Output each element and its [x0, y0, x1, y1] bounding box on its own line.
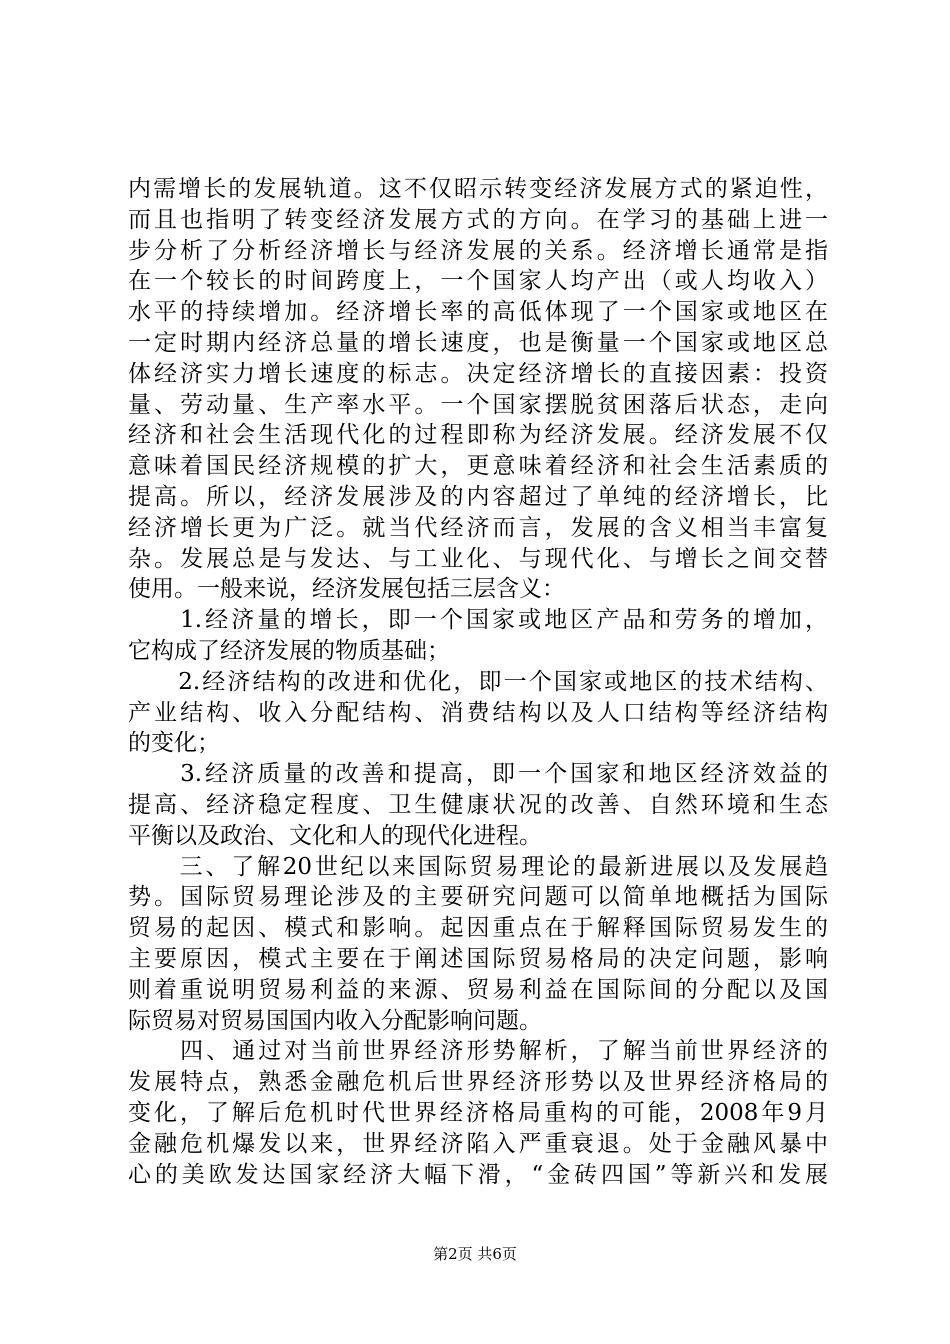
- text-line: 意味着国民经济规模的扩大，更意味着经济和社会生活素质的: [128, 453, 828, 480]
- text-line: 变化，了解后危机时代世界经济格局重构的可能，2008年9月: [128, 1099, 828, 1126]
- text-line: 它构成了经济发展的物质基础；: [128, 637, 450, 664]
- text-line: 1.经济量的增长，即一个国家或地区产品和劳务的增加，: [128, 607, 828, 634]
- text-line: 量、劳动量、生产率水平。一个国家摆脱贫困落后状态，走向: [128, 391, 828, 418]
- text-line: 金融危机爆发以来，世界经济陷入严重衰退。处于金融风暴中: [128, 1130, 828, 1157]
- text-line: 杂。发展总是与发达、与工业化、与现代化、与增长之间交替: [128, 545, 828, 572]
- text-line: 的变化；: [128, 730, 220, 757]
- text-line: 在一个较长的时间跨度上，一个国家人均产出（或人均收入）: [128, 268, 828, 295]
- text-line: 而且也指明了转变经济发展方式的方向。在学习的基础上进一: [128, 206, 828, 233]
- text-line: 心的美欧发达国家经济大幅下滑，“金砖四国”等新兴和发展: [128, 1161, 828, 1188]
- text-line: 发展特点，熟悉金融危机后世界经济形势以及世界经济格局的: [128, 1069, 828, 1096]
- document-body: [128, 174, 828, 1190]
- text-line: 平衡以及政治、文化和人的现代化进程。: [128, 822, 542, 849]
- text-line: 四、通过对当前世界经济形势解析，了解当前世界经济的: [128, 1038, 828, 1065]
- page-number-footer: 第2页 共6页: [433, 1245, 517, 1263]
- text-line: 一定时期内经济总量的增长速度，也是衡量一个国家或地区总: [128, 329, 828, 356]
- text-line: 产业结构、收入分配结构、消费结构以及人口结构等经济结构: [128, 699, 828, 726]
- text-line: 内需增长的发展轨道。这不仅昭示转变经济发展方式的紧迫性，: [128, 176, 828, 202]
- text-line: 三、了解20世纪以来国际贸易理论的最新进展以及发展趋: [128, 853, 828, 880]
- text-line: 经济和社会生活现代化的过程即称为经济发展。经济发展不仅: [128, 422, 828, 449]
- text-line: 2.经济结构的改进和优化，即一个国家或地区的技术结构、: [128, 668, 828, 695]
- text-line: 经济增长更为广泛。就当代经济而言，发展的含义相当丰富复: [128, 514, 828, 541]
- text-line: 步分析了分析经济增长与经济发展的关系。经济增长通常是指: [128, 237, 828, 264]
- text-line: 提高、经济稳定程度、卫生健康状况的改善、自然环境和生态: [128, 791, 828, 818]
- text-line: 使用。一般来说，经济发展包括三层含义：: [128, 576, 565, 603]
- text-line: 体经济实力增长速度的标志。决定经济增长的直接因素：投资: [128, 360, 828, 387]
- text-line: 水平的持续增加。经济增长率的高低体现了一个国家或地区在: [128, 299, 828, 326]
- text-line: 贸易的起因、模式和影响。起因重点在于解释国际贸易发生的: [128, 915, 828, 942]
- text-line: 主要原因，模式主要在于阐述国际贸易格局的决定问题，影响: [128, 945, 828, 972]
- text-line: 则着重说明贸易利益的来源、贸易利益在国际间的分配以及国: [128, 976, 828, 1003]
- text-line: 际贸易对贸易国国内收入分配影响问题。: [128, 1007, 542, 1034]
- text-line: 提高。所以，经济发展涉及的内容超过了单纯的经济增长，比: [128, 483, 828, 510]
- text-line: 势。国际贸易理论涉及的主要研究问题可以简单地概括为国际: [128, 884, 828, 911]
- text-line: 3.经济质量的改善和提高，即一个国家和地区经济效益的: [128, 761, 828, 788]
